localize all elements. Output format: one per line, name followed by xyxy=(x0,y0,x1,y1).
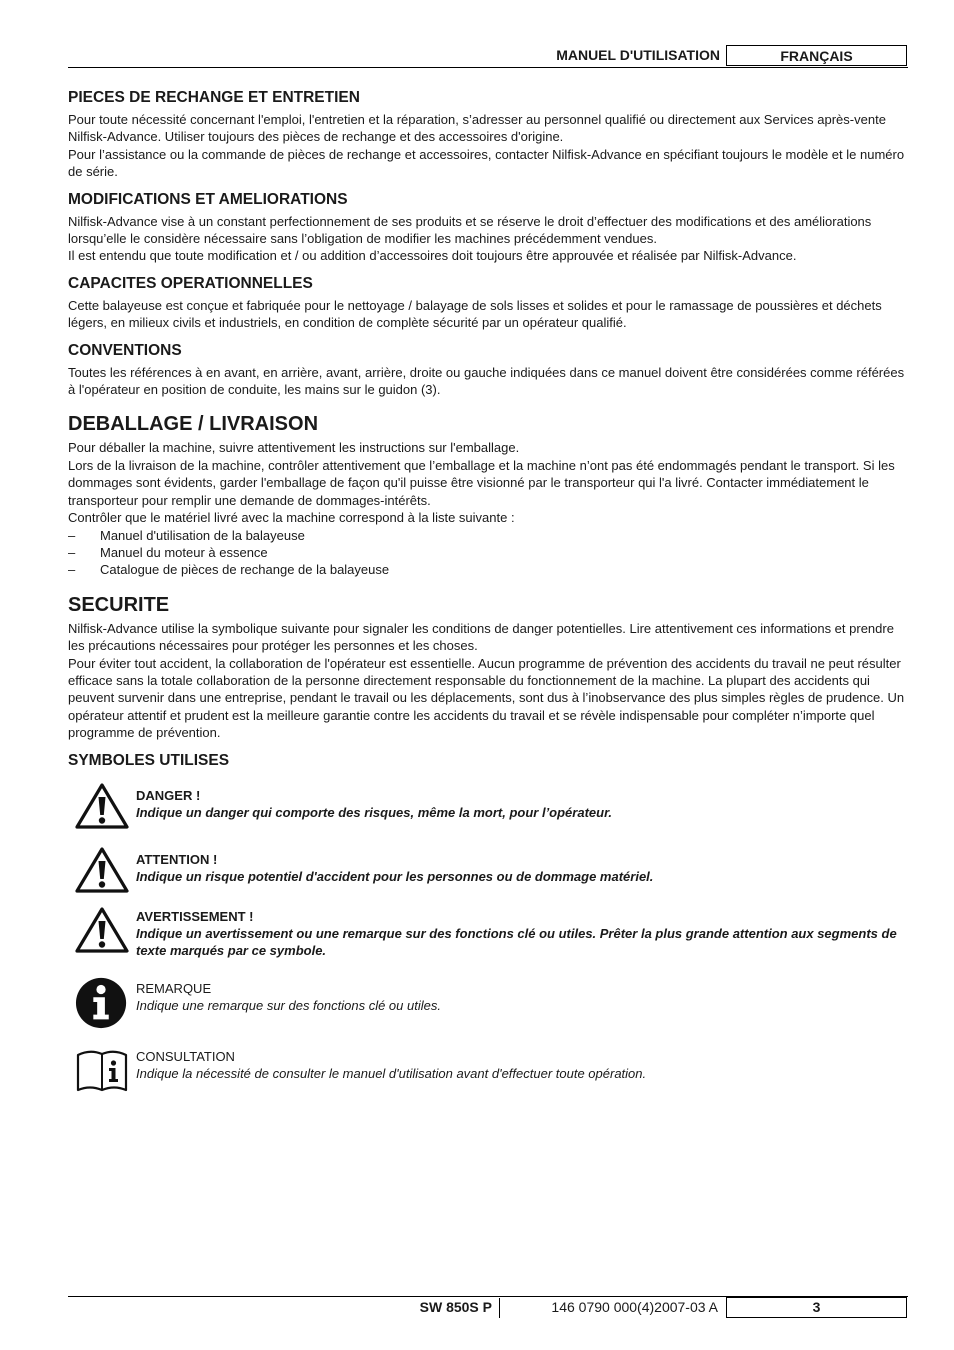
paragraph: Lors de la livraison de la machine, contrôler attentivement que l’emballage et la machine n’ont pas été endommagés pendant le transport. Si les dommages sont évidents, garder l'emballage de façon qu'il puisse être visionné par le transporteur qui l'a livré. Contacter immédiatement le transporteur pour remplir une demande de dommages-intérêts. xyxy=(68,457,895,508)
paragraph: Nilfisk-Advance vise à un constant perfectionnement de ses produits et se réserve le droit d’effectuer des modifications et des améliorations lorsqu’elle le considère nécessaire sans l’obligation de modifier les machines précédemment vendues. xyxy=(68,213,872,247)
symbol-description: Indique la nécessité de consulter le manuel d'utilisation avant d'effectuer toute opération. xyxy=(136,1065,647,1081)
section-title-conventions: CONVENTIONS xyxy=(68,341,182,359)
section-title-capacites: CAPACITES OPERATIONNELLES xyxy=(68,274,313,292)
symbol-label: CONSULTATION xyxy=(136,1048,235,1064)
paragraph: Cette balayeuse est conçue et fabriquée pour le nettoyage / balayage de sols lisses et solides et pour le ramassage de poussières et déchets légers, en milieux civils et industriels, en condition de complète sécurité par un opérateur qualifié. xyxy=(68,297,882,331)
list-dash: – xyxy=(68,544,76,560)
paragraph: Nilfisk-Advance utilise la symbolique suivante pour signaler les conditions de danger potentielles. Lire attentivement ces informations et prendre les précautions nécessaires pour protéger les personnes et les choses. xyxy=(68,620,894,654)
section-title-deballage: DEBALLAGE / LIVRAISON xyxy=(68,413,319,436)
symbol-label: AVERTISSEMENT ! xyxy=(136,908,254,924)
paragraph: Il est entendu que toute modification et / ou addition d’accessoires doit toujours être approuvée et réalisée par Nilfisk-Advance. xyxy=(68,248,797,264)
list-item-text: Catalogue de pièces de rechange de la balayeuse xyxy=(100,562,390,578)
symbol-danger xyxy=(68,780,908,830)
paragraph: Pour déballer la machine, suivre attentivement les instructions sur l'emballage. xyxy=(68,440,520,456)
symbol-description: Indique un risque potentiel d'accident pour les personnes ou de dommage matériel. xyxy=(136,868,654,884)
list-dash: – xyxy=(68,527,76,543)
warning-triangle-icon xyxy=(74,782,130,830)
paragraph: Pour éviter tout accident, la collaboration de l'opérateur est essentielle. Aucun programme de prévention des accidents du travail ne peut résulter efficace sans la totale collaboration de la personne directement responsable du fonctionnement de la machine. La plupart des accidents qui peuvent survenir dans une entreprise, pendant le travail ou les déplacements, sont dus à l’inobservance des plus simples règles de prudence. Un opérateur attentif et prudent est la meilleure garantie contre les accidents du travail et se révèle indispensable pour compléter n’importe quel programme de prévention. xyxy=(68,655,905,741)
section-title-symboles: SYMBOLES UTILISES xyxy=(68,751,230,769)
symbol-label: REMARQUE xyxy=(136,980,212,996)
list-item-text: Manuel du moteur à essence xyxy=(100,544,268,560)
list-item-text: Manuel d'utilisation de la balayeuse xyxy=(100,527,305,543)
list-item xyxy=(68,561,908,578)
symbol-description: Indique une remarque sur des fonctions clé ou utiles. xyxy=(136,997,441,1013)
info-circle-icon xyxy=(75,976,129,1030)
footer-separator xyxy=(499,1298,500,1318)
header-title: MANUEL D'UTILISATION xyxy=(556,47,720,63)
paragraph: Contrôler que le matériel livré avec la machine correspond à la liste suivante : xyxy=(68,510,515,526)
warning-triangle-icon xyxy=(74,846,130,894)
footer-document-code: 146 0790 000(4)2007-03 A xyxy=(551,1299,718,1315)
symbol-attention xyxy=(68,844,908,894)
symbol-consultation xyxy=(68,1048,908,1098)
paragraph: Toutes les références à en avant, en arrière, avant, arrière, droite ou gauche indiquées dans ce manuel doivent être considérées comme référées à l'opérateur en position de conduite, les mains sur le guidon (3). xyxy=(68,364,905,398)
warning-triangle-icon xyxy=(74,906,130,954)
paragraph: Pour toute nécessité concernant l'emploi, l'entretien et la réparation, s’adresser au personnel qualifié ou directement aux Services après-vente Nilfisk-Advance. Utiliser toujours des pièces de rechange et des accessoires d'origine. xyxy=(68,112,886,145)
header-rule xyxy=(68,67,908,68)
paragraph: Pour l’assistance ou la commande de pièces de rechange et accessoires, contacter Nilfisk-Advance en spécifiant toujours le modèle et le numéro de série. xyxy=(68,146,905,180)
symbol-label: DANGER ! xyxy=(136,787,201,803)
section-title-securite: SECURITE xyxy=(68,593,170,616)
section-title-pieces: PIECES DE RECHANGE ET ENTRETIEN xyxy=(68,89,360,106)
header-language-box: FRANÇAIS xyxy=(726,45,907,66)
manual-book-icon xyxy=(74,1046,130,1094)
symbol-avertissement xyxy=(68,908,908,966)
page-content xyxy=(68,89,908,1112)
symbol-label: ATTENTION ! xyxy=(136,851,218,867)
symbol-remarque xyxy=(68,980,908,1034)
symbol-description: Indique un danger qui comporte des risques, même la mort, pour l’opérateur. xyxy=(136,804,613,820)
list-item xyxy=(68,544,908,561)
list-dash: – xyxy=(68,562,76,578)
footer-model: SW 850S P xyxy=(419,1299,492,1315)
page-number: 3 xyxy=(726,1297,907,1318)
symbol-description: Indique un avertissement ou une remarque sur des fonctions clé ou utiles. Prêter la plus grande attention aux segments de texte marqués par ce symbole. xyxy=(136,925,897,959)
section-title-modifications: MODIFICATIONS ET AMELIORATIONS xyxy=(68,190,348,208)
list-item xyxy=(68,527,908,544)
